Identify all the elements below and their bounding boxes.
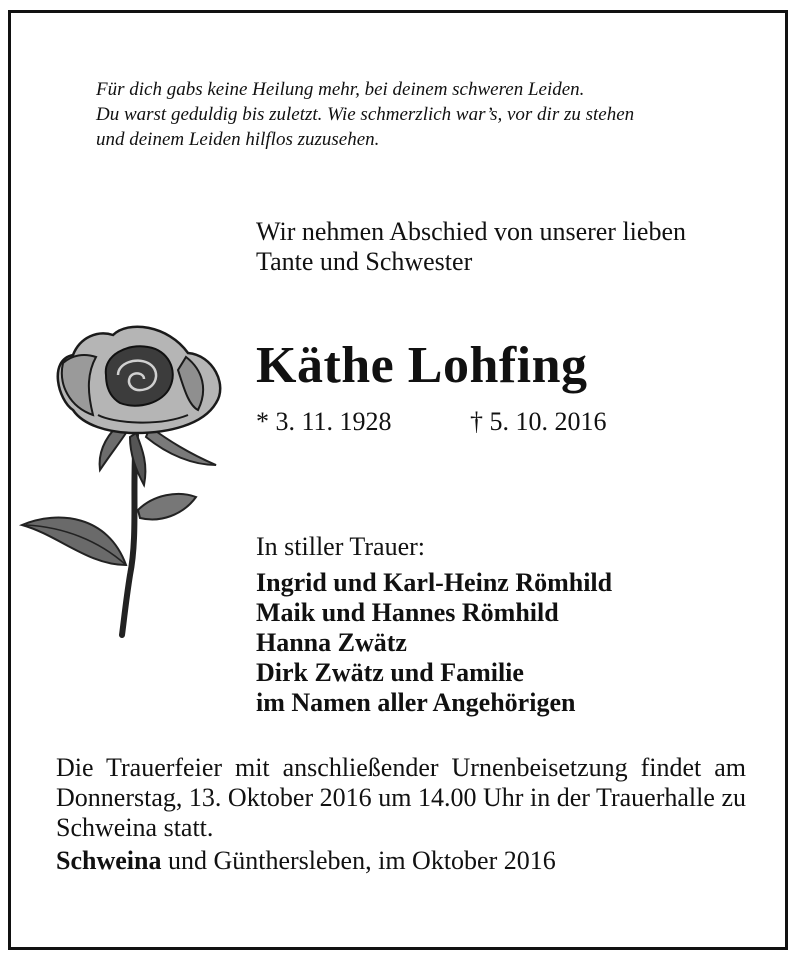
poem-line: Du warst geduldig bis zuletzt. Wie schmerzlich war’s, vor dir zu stehen [96, 104, 635, 125]
rose-stem [122, 435, 136, 635]
birth-date: * 3. 11. 1928 [256, 407, 392, 436]
rose-bud [106, 346, 173, 405]
rose-illustration [18, 315, 223, 640]
poem-line: und deinem Leiden hilflos zuzusehen. [96, 129, 380, 150]
intro-text [256, 217, 776, 277]
mourner-name: im Namen aller Angehörigen [256, 688, 576, 717]
mourner-name: Dirk Zwätz und Familie [256, 658, 524, 687]
mourner-name: Hanna Zwätz [256, 628, 407, 657]
death-date: † 5. 10. 2016 [470, 407, 607, 436]
poem-line: Für dich gabs keine Heilung mehr, bei deinem schweren Leiden. [96, 79, 585, 100]
intro-line-2: Tante und Schwester [256, 247, 473, 276]
mourning-label: In stiller Trauer: [256, 532, 425, 561]
poem [96, 77, 766, 152]
mourners-list [256, 568, 612, 718]
intro-line-1: Wir nehmen Abschied von unserer lieben [256, 217, 686, 246]
signoff-rest: und Günthersleben, im Oktober 2016 [161, 846, 556, 875]
rose-leaf [138, 494, 196, 520]
mourner-name: Ingrid und Karl-Heinz Römhild [256, 568, 613, 597]
deceased-name: Käthe Lohfing [256, 337, 588, 394]
mourner-name: Maik und Hannes Römhild [256, 598, 559, 627]
rose-leaf [22, 518, 126, 565]
signoff [56, 846, 556, 876]
service-info: Die Trauerfeier mit anschließender Urnenbeisetzung findet am Donnerstag, 13. Oktober 2016 um 14.00 Uhr in der Trauerhalle zu Schweina statt. [56, 753, 746, 842]
life-dates [256, 407, 607, 437]
signoff-place: Schweina [56, 846, 162, 875]
